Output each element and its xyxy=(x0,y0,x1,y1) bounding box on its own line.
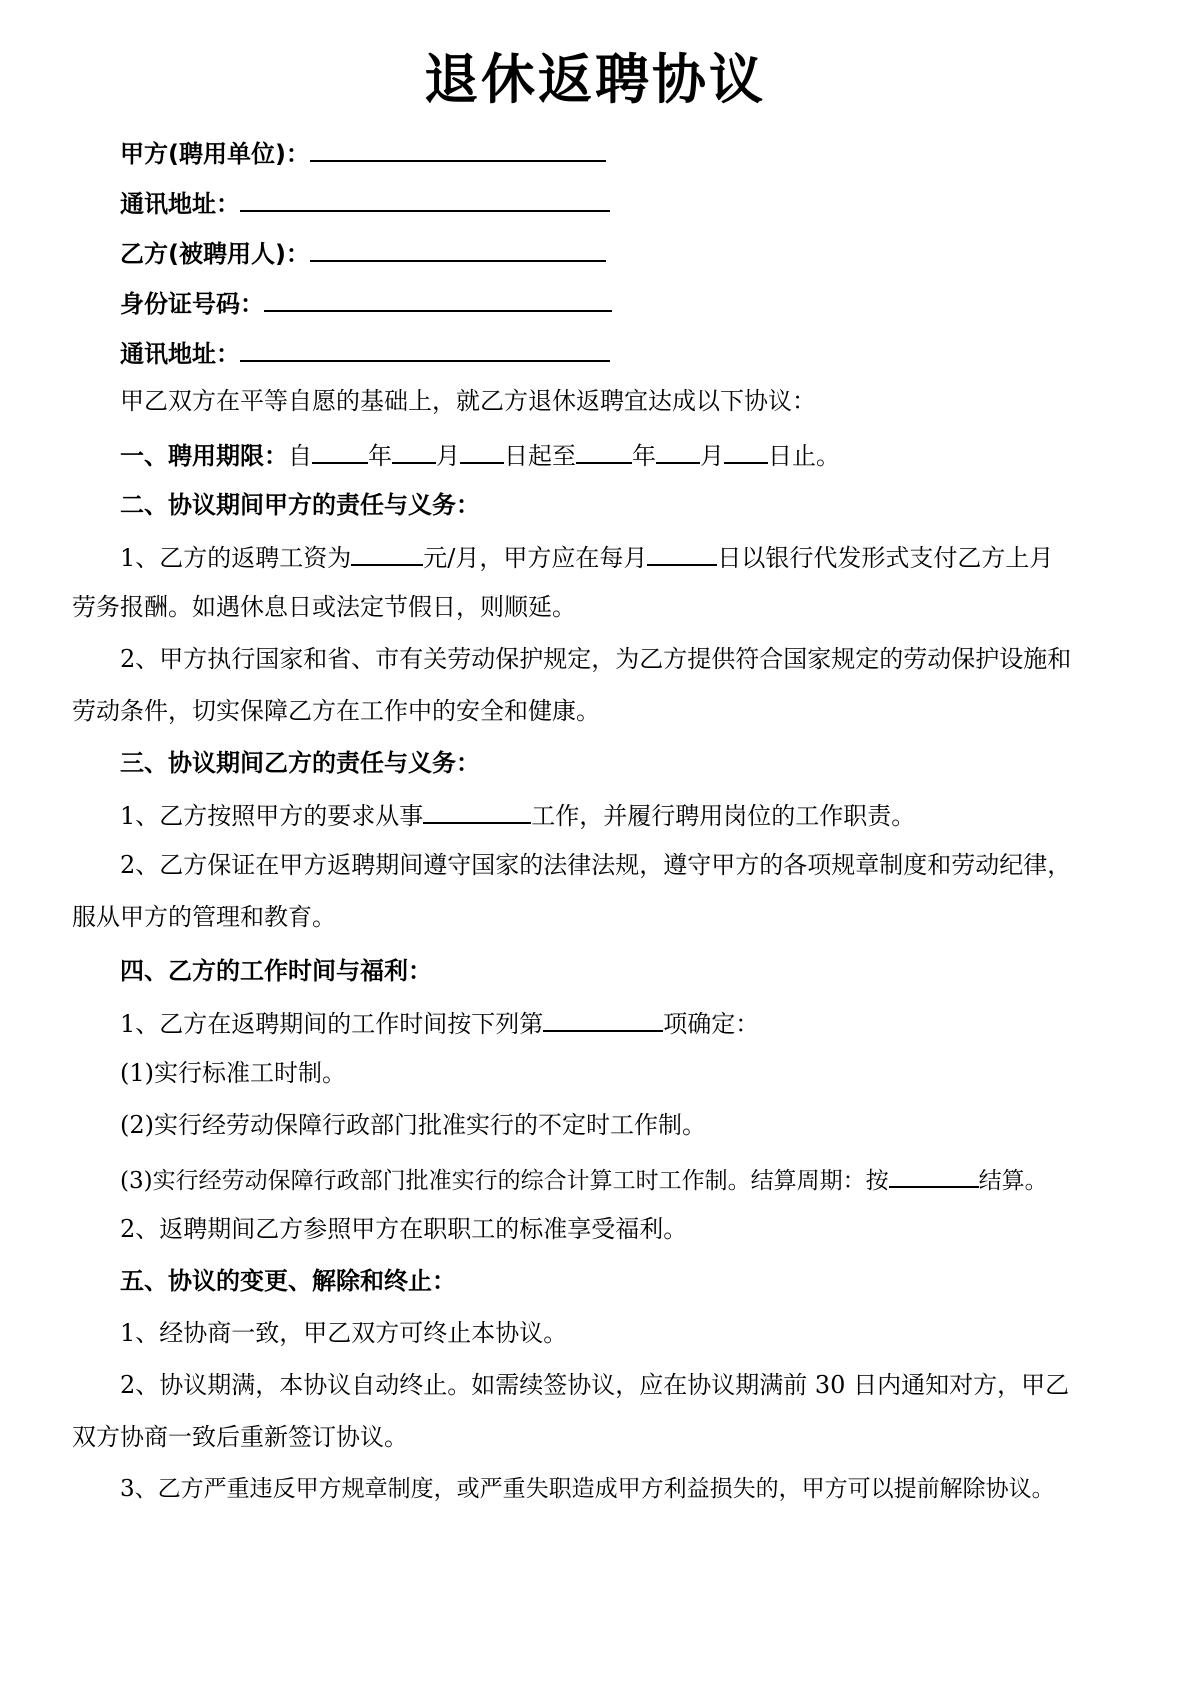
settlement-period-blank[interactable] xyxy=(889,1160,979,1188)
party-a-blank[interactable] xyxy=(310,134,606,162)
s3-p1-text-b: 工作，并履行聘用岗位的工作职责。 xyxy=(531,802,916,830)
s4-option-2: (2)实行经劳动保障行政部门批准实行的不定时工作制。 xyxy=(120,1111,706,1139)
party-b-blank[interactable] xyxy=(310,234,606,262)
s2-paragraph-1-line-1 xyxy=(120,538,1053,575)
id-number-blank[interactable] xyxy=(264,284,612,312)
s4-o3-text-b: 结算。 xyxy=(978,1168,1048,1194)
s4-option-1: (1)实行标准工时制。 xyxy=(120,1059,346,1087)
start-year-blank[interactable] xyxy=(312,436,368,464)
s4-paragraph-2: 2、返聘期间乙方参照甲方在职职工的标准享受福利。 xyxy=(120,1215,688,1243)
address-b-blank[interactable] xyxy=(240,334,610,362)
party-b-field xyxy=(120,234,606,271)
s2-p1-text-c: 日以银行代发形式支付乙方上月 xyxy=(717,544,1054,572)
intro-paragraph: 甲乙双方在平等自愿的基础上，就乙方退休返聘宜达成以下协议： xyxy=(120,387,816,415)
s4-p1-text-a: 1、乙方在返聘期间的工作时间按下列第 xyxy=(120,1010,544,1038)
s1-end: 日止。 xyxy=(768,442,840,470)
s5-paragraph-1: 1、经协商一致，甲乙双方可终止本协议。 xyxy=(120,1319,568,1347)
section-4-heading: 四、乙方的工作时间与福利： xyxy=(120,957,432,985)
s5-paragraph-2-line-2: 双方协商一致后重新签订协议。 xyxy=(72,1423,408,1451)
address-a-blank[interactable] xyxy=(240,184,610,212)
s2-p1-text-b: 元/月，甲方应在每月 xyxy=(423,544,648,572)
s1-month-1: 月 xyxy=(436,442,460,470)
pay-day-blank[interactable] xyxy=(647,538,717,566)
s2-paragraph-1-line-2: 劳务报酬。如遇休息日或法定节假日，则顺延。 xyxy=(72,593,576,621)
start-month-blank[interactable] xyxy=(392,436,436,464)
s4-p1-text-b: 项确定： xyxy=(663,1010,760,1038)
s1-year-2: 年 xyxy=(632,442,656,470)
id-number-label: 身份证号码： xyxy=(120,290,264,318)
section-2-heading: 二、协议期间甲方的责任与义务： xyxy=(120,491,480,519)
s4-option-3 xyxy=(120,1160,1048,1198)
end-day-blank[interactable] xyxy=(724,436,768,464)
party-a-field xyxy=(120,134,606,171)
job-blank[interactable] xyxy=(423,796,531,824)
s1-month-2: 月 xyxy=(700,442,724,470)
end-year-blank[interactable] xyxy=(576,436,632,464)
document-title: 退休返聘协议 xyxy=(424,48,766,111)
s1-from: 自 xyxy=(288,442,312,470)
id-number-field xyxy=(120,284,612,321)
section-1 xyxy=(120,436,840,473)
address-b-label: 通讯地址： xyxy=(120,340,240,368)
s2-paragraph-2-line-1: 2、甲方执行国家和省、市有关劳动保护规定，为乙方提供符合国家规定的劳动保护设施和 xyxy=(120,645,1072,673)
address-a-field xyxy=(120,184,610,221)
s4-o3-text-a: (3)实行经劳动保障行政部门批准实行的综合计算工时工作制。结算周期：按 xyxy=(120,1168,889,1194)
s3-paragraph-1 xyxy=(120,796,915,833)
s3-paragraph-2-line-2: 服从甲方的管理和教育。 xyxy=(72,903,336,931)
s3-paragraph-2-line-1: 2、乙方保证在甲方返聘期间遵守国家的法律法规，遵守甲方的各项规章制度和劳动纪律， xyxy=(120,851,1072,879)
party-b-label: 乙方(被聘用人)： xyxy=(120,240,310,268)
salary-blank[interactable] xyxy=(351,538,423,566)
s1-year-1: 年 xyxy=(368,442,392,470)
section-5-heading: 五、协议的变更、解除和终止： xyxy=(120,1267,456,1295)
s2-paragraph-2-line-2: 劳动条件，切实保障乙方在工作中的安全和健康。 xyxy=(72,697,600,725)
start-day-blank[interactable] xyxy=(460,436,504,464)
end-month-blank[interactable] xyxy=(656,436,700,464)
address-b-field xyxy=(120,334,610,371)
s5-paragraph-3: 3、乙方严重违反甲方规章制度，或严重失职造成甲方利益损失的，甲方可以提前解除协议。 xyxy=(120,1476,1055,1502)
s1-day-from-to: 日起至 xyxy=(504,442,576,470)
address-a-label: 通讯地址： xyxy=(120,190,240,218)
s2-p1-text-a: 1、乙方的返聘工资为 xyxy=(120,544,352,572)
party-a-label: 甲方(聘用单位)： xyxy=(120,140,310,168)
s4-paragraph-1 xyxy=(120,1004,759,1041)
s5-paragraph-2-line-1: 2、协议期满，本协议自动终止。如需续签协议，应在协议期满前 30 日内通知对方，甲乙 xyxy=(120,1371,1070,1399)
section-1-heading: 一、聘用期限： xyxy=(120,442,288,470)
work-hours-option-blank[interactable] xyxy=(543,1004,663,1032)
section-3-heading: 三、协议期间乙方的责任与义务： xyxy=(120,749,480,777)
s3-p1-text-a: 1、乙方按照甲方的要求从事 xyxy=(120,802,424,830)
